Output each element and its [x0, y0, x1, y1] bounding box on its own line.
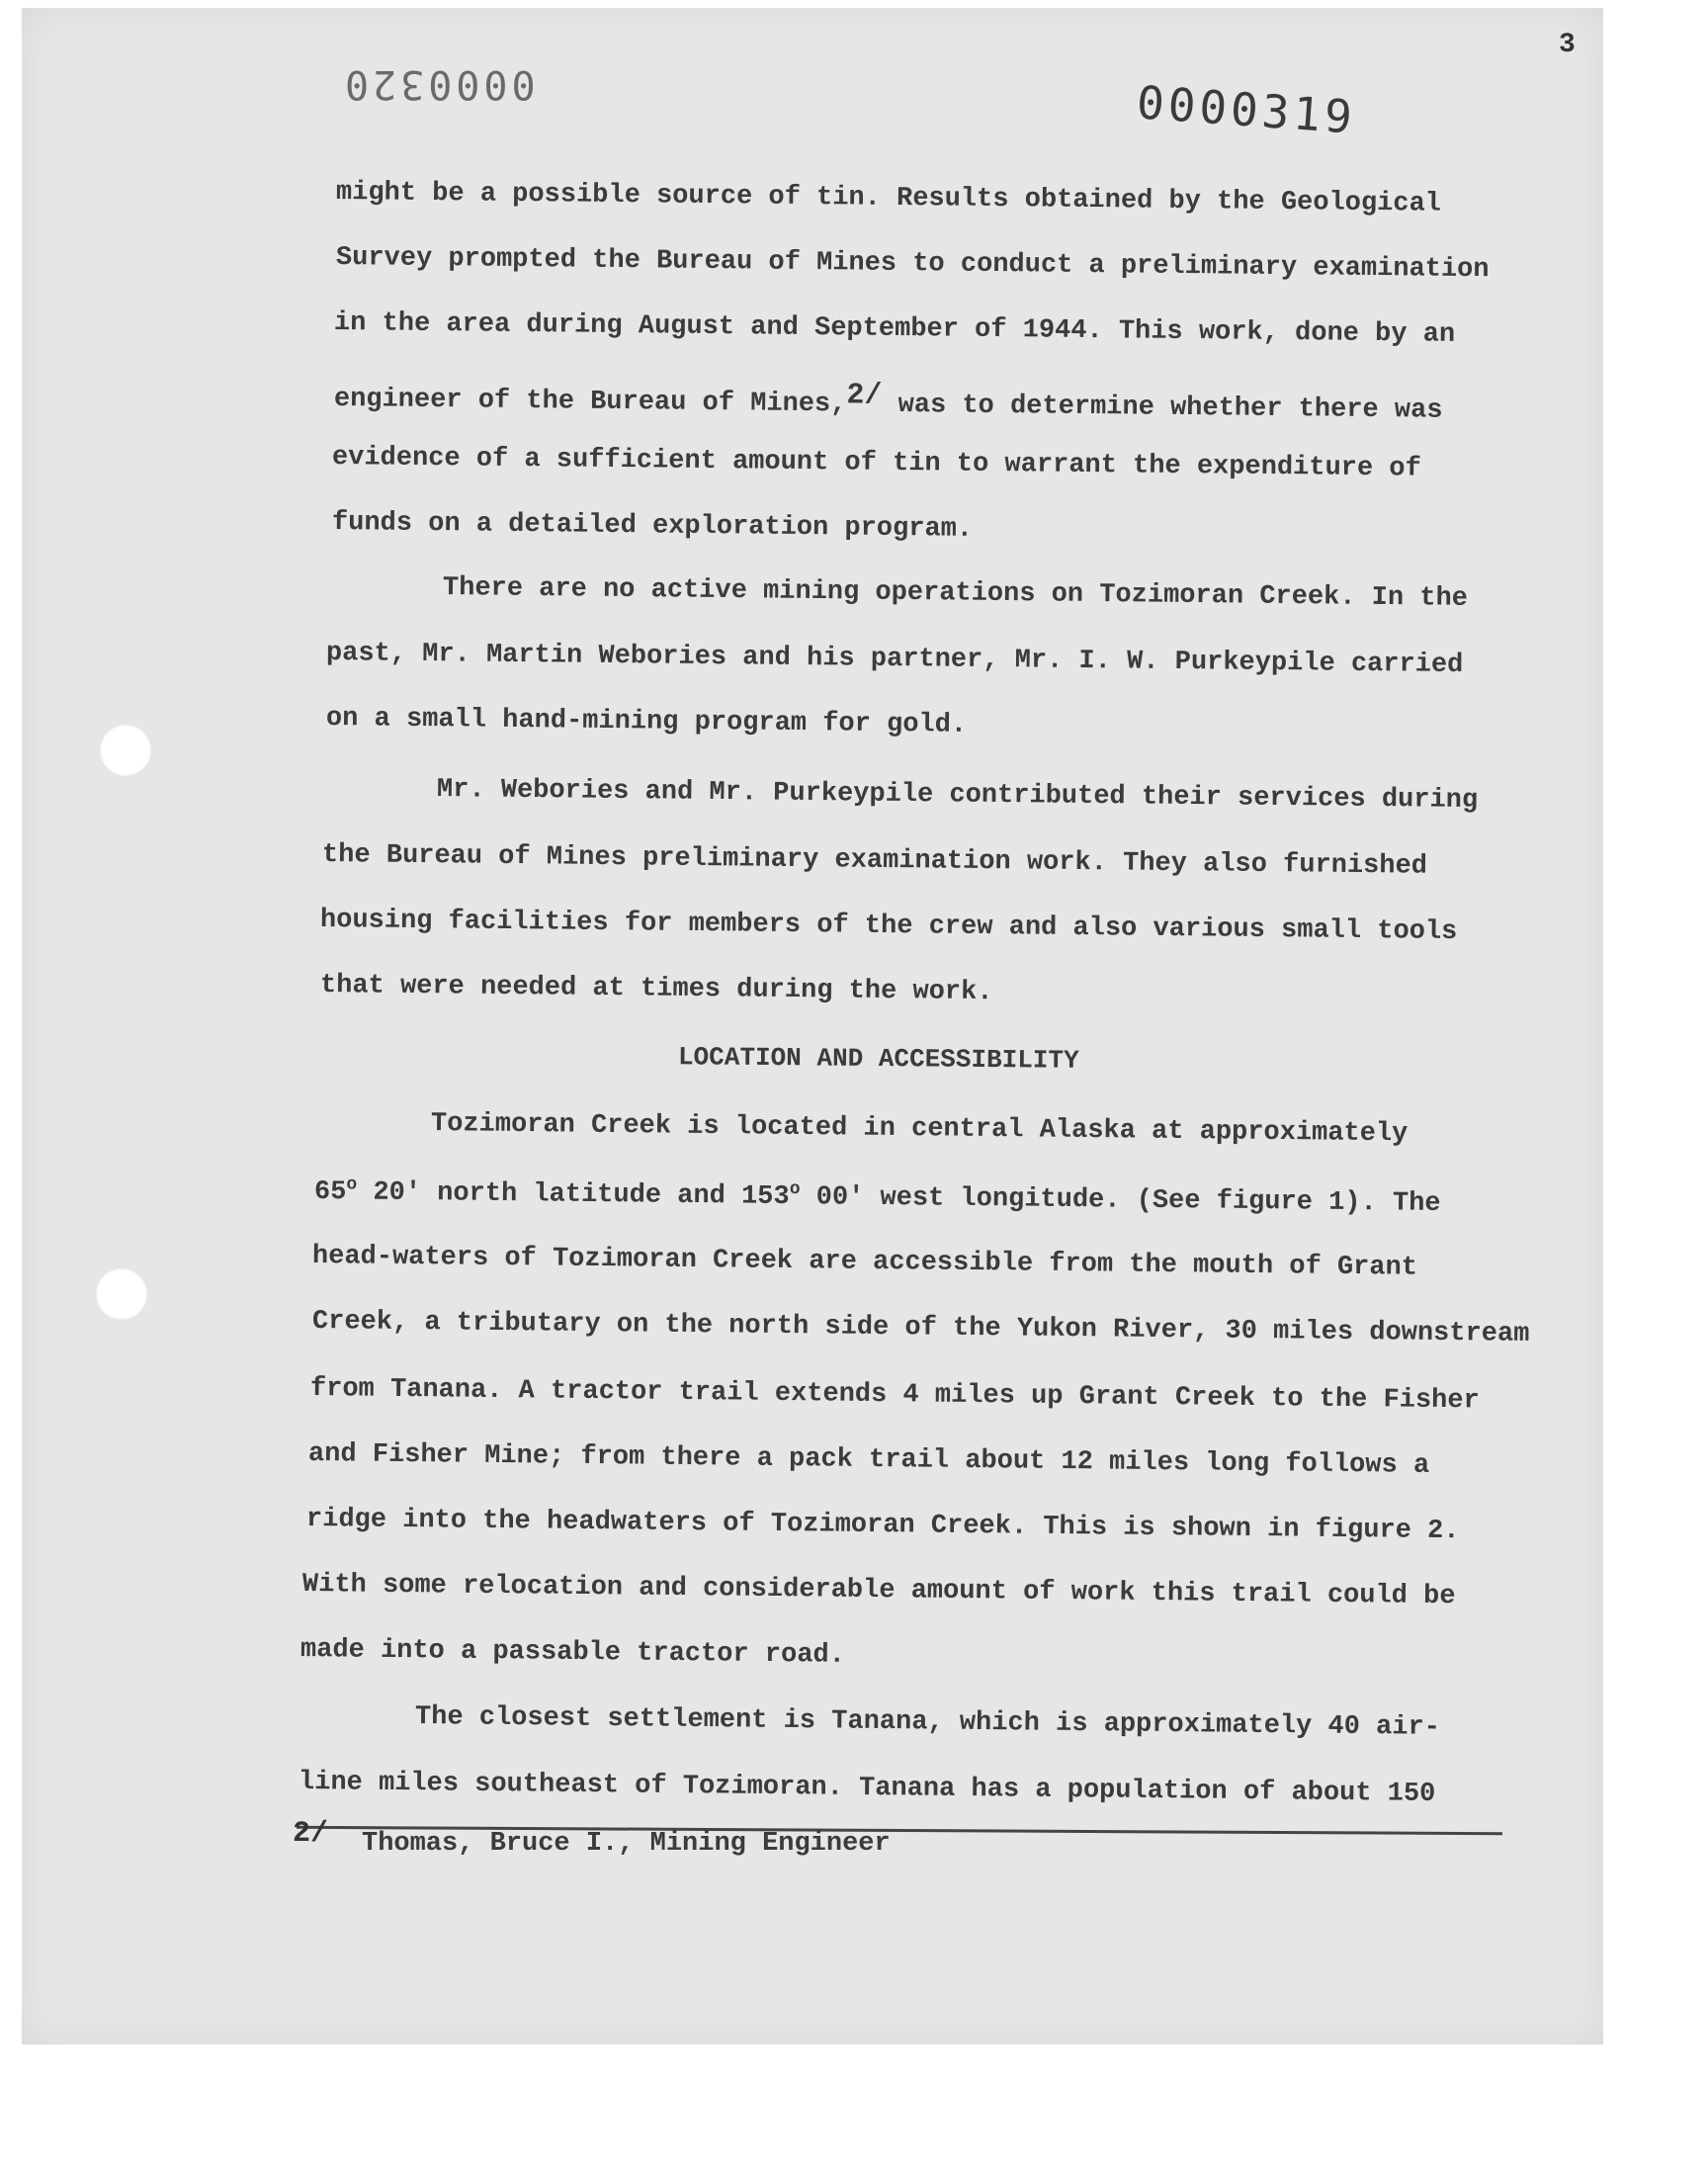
text-line: on a small hand-mining program for gold. [325, 704, 968, 740]
text-line: might be a possible source of tin. Results obtained by the Geological [335, 178, 1442, 219]
footnote-marker: 2/ [293, 1817, 329, 1851]
text-line: made into a passable tractor road. [299, 1635, 846, 1671]
text-line: There are no active mining operations on Tozimoran Creek. In the [442, 573, 1469, 614]
text-line: line miles southeast of Tozimoran. Tanana has a population of about 150 [298, 1768, 1436, 1810]
footnote-text: Thomas, Bruce I., Mining Engineer [362, 1829, 891, 1859]
text-line: past, Mr. Martin Webories and his partner, Mr. I. W. Purkeypile carried [325, 639, 1464, 681]
text-line: in the area during August and September of 1944. This work, done by an [333, 308, 1456, 350]
text-line: from Tanana. A tractor trail extends 4 miles up Grant Creek to the Fisher [309, 1374, 1480, 1417]
text-segment: 00' west longitude. (See figure 1). The [800, 1182, 1441, 1219]
text-line: Mr. Webories and Mr. Purkeypile contributed their services during [436, 775, 1479, 817]
text-line: ridge into the headwaters of Tozimoran Creek. This is shown in figure 2. [305, 1505, 1460, 1547]
text-line: head-waters of Tozimoran Creek are accessible from the mouth of Grant [311, 1242, 1418, 1283]
footnote-reference: 2/ [846, 379, 883, 413]
degree-mark: o [346, 1174, 358, 1195]
section-heading: LOCATION AND ACCESSIBILITY [677, 1042, 1079, 1076]
text-line: that were needed at times during the work. [319, 971, 993, 1008]
page-number: 3 [1559, 30, 1576, 60]
document-stamp-inverted: 0000320 [341, 61, 536, 107]
text-line: Creek, a tributary on the north side of the Yukon River, 30 miles downstream [311, 1307, 1530, 1349]
text-line: With some relocation and considerable amount of work this trail could be [301, 1570, 1456, 1612]
text-segment: was to determine whether there was [897, 390, 1443, 426]
text-line: Tozimoran Creek is located in central Alaska at approximately [430, 1109, 1409, 1150]
punch-hole-bottom [95, 1267, 148, 1321]
text-segment: engineer of the Bureau of Mines, [333, 385, 847, 420]
degree-mark: o [789, 1179, 801, 1200]
text-line: evidence of a sufficient amount of tin to warrant the expenditure of [331, 443, 1421, 484]
punch-hole-top [99, 724, 152, 777]
text-line: funds on a detailed exploration program. [331, 508, 974, 545]
document-stamp: 0000319 [1135, 75, 1358, 144]
text-line: The closest settlement is Tanana, which is approximately 40 air- [414, 1702, 1441, 1743]
text-segment: 20' north latitude and 153 [357, 1177, 790, 1213]
text-line: housing facilities for members of the crew and also various small tools [319, 906, 1458, 948]
text-line: the Bureau of Mines preliminary examination work. They also furnished [321, 840, 1428, 882]
text-segment: 65 [313, 1177, 347, 1208]
text-line: and Fisher Mine; from there a pack trail about 12 miles long follows a [307, 1439, 1430, 1481]
text-line: Survey prompted the Bureau of Mines to conduct a preliminary examination [335, 243, 1490, 286]
